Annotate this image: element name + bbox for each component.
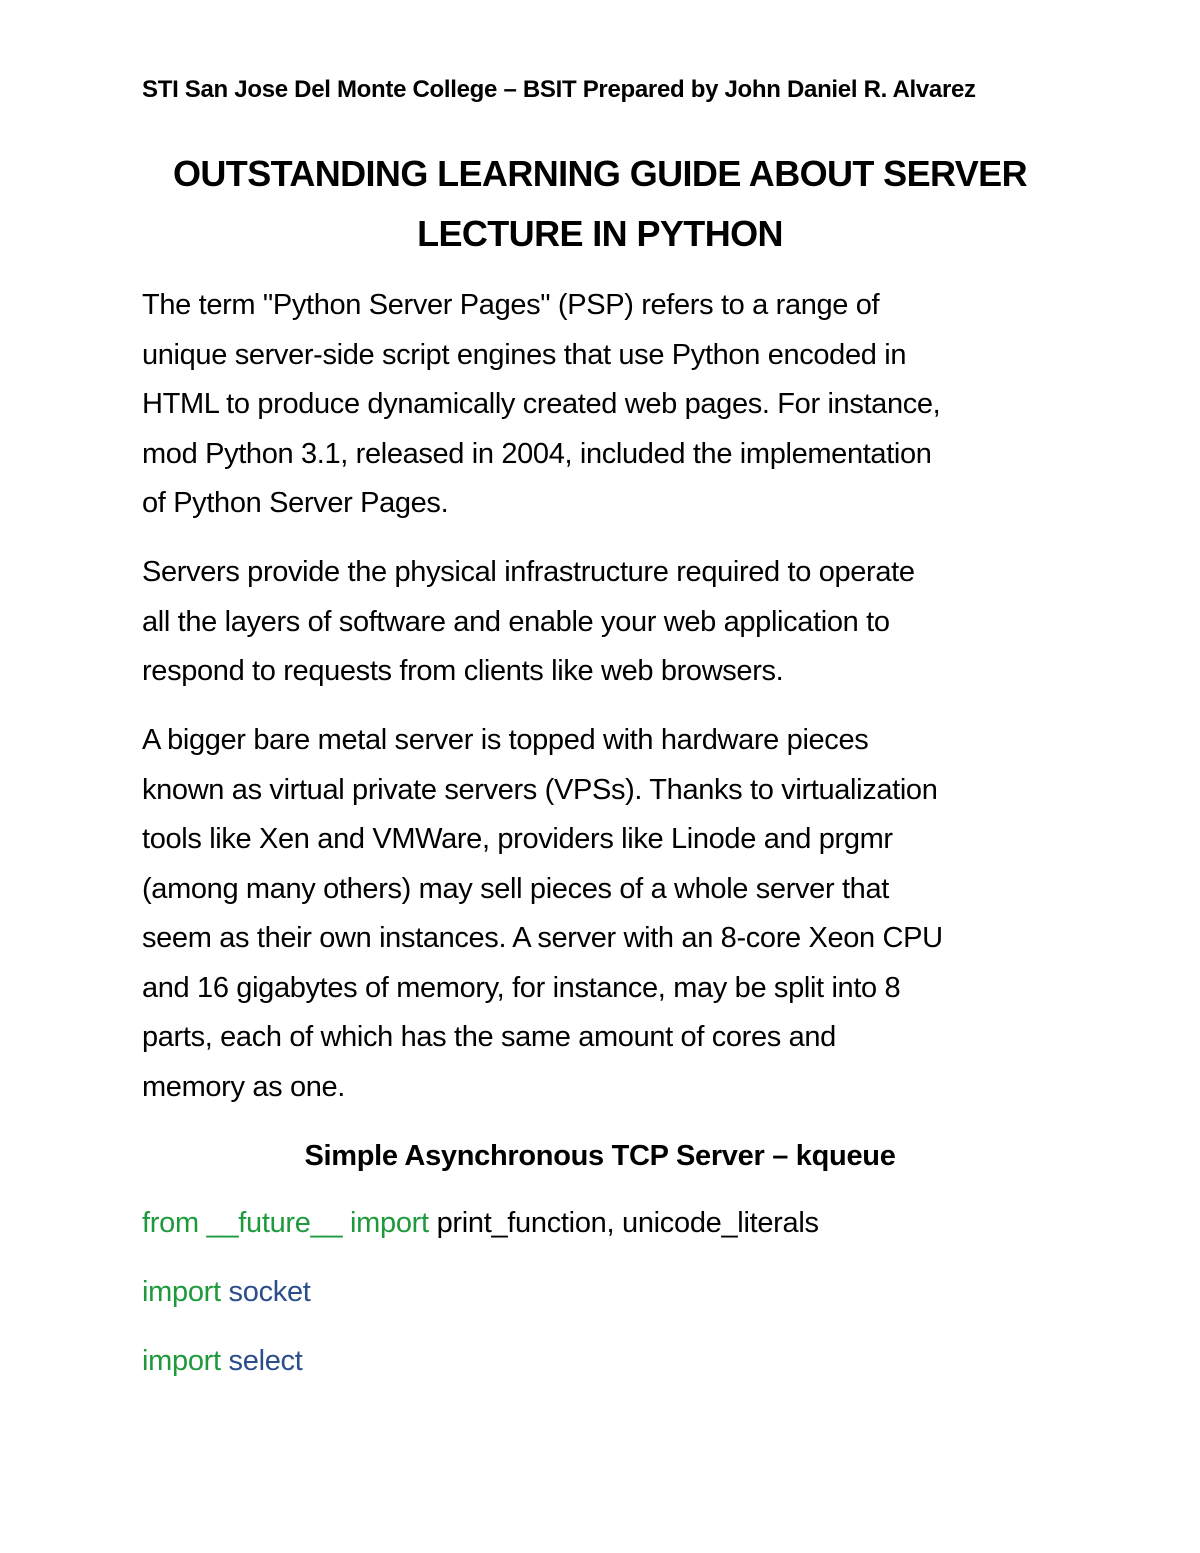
page-title-line-2: LECTURE IN PYTHON	[417, 213, 783, 254]
paragraph-line: of Python Server Pages.	[142, 487, 449, 519]
paragraph-line: The term "Python Server Pages" (PSP) refers to a range of	[142, 289, 880, 321]
paragraph-line: unique server-side script engines that use Python encoded in	[142, 338, 907, 371]
paragraph-line: parts, each of which has the same amount of cores and	[142, 1021, 836, 1053]
page-title	[120, 144, 1080, 264]
paragraph-line: all the layers of software and enable your web application to	[142, 605, 890, 638]
paragraph-line: mod Python 3.1, released in 2004, included the implementation	[142, 437, 932, 470]
code-keyword: from	[142, 1207, 199, 1239]
paragraph-vps	[142, 716, 1077, 1112]
code-keyword: import	[350, 1207, 429, 1239]
paragraph-psp	[142, 281, 1077, 529]
paragraph-line: Servers provide the physical infrastructure required to operate	[142, 556, 915, 588]
paragraph-line: tools like Xen and VMWare, providers like Linode and prgmr	[142, 823, 893, 855]
code-keyword: import	[142, 1276, 221, 1308]
code-line-future-import	[142, 1199, 819, 1247]
paragraph-servers	[142, 548, 1077, 697]
code-module: socket	[228, 1276, 311, 1308]
paragraph-line: respond to requests from clients like web browsers.	[142, 655, 784, 687]
code-line-import-socket	[142, 1268, 311, 1316]
paragraph-line: HTML to produce dynamically created web pages. For instance,	[142, 388, 941, 420]
code-keyword: import	[142, 1345, 221, 1377]
paragraph-line: seem as their own instances. A server with an 8-core Xeon CPU	[142, 922, 943, 954]
code-imported-names: print_function, unicode_literals	[436, 1207, 819, 1239]
paragraph-line: known as virtual private servers (VPSs). Thanks to virtualization	[142, 773, 938, 806]
code-line-import-select	[142, 1337, 303, 1385]
section-subheading: Simple Asynchronous TCP Server – kqueue	[304, 1140, 896, 1172]
page-title-line-1: OUTSTANDING LEARNING GUIDE ABOUT SERVER	[173, 153, 1027, 194]
paragraph-line: (among many others) may sell pieces of a whole server that	[142, 872, 889, 905]
code-module: __future__	[206, 1207, 343, 1239]
paragraph-line: memory as one.	[142, 1070, 346, 1103]
paragraph-line: A bigger bare metal server is topped with hardware pieces	[142, 724, 869, 756]
paragraph-line: and 16 gigabytes of memory, for instance, may be split into 8	[142, 971, 901, 1004]
code-module: select	[228, 1345, 303, 1377]
page-header: STI San Jose Del Monte College – BSIT Prepared by John Daniel R. Alvarez	[142, 76, 976, 103]
